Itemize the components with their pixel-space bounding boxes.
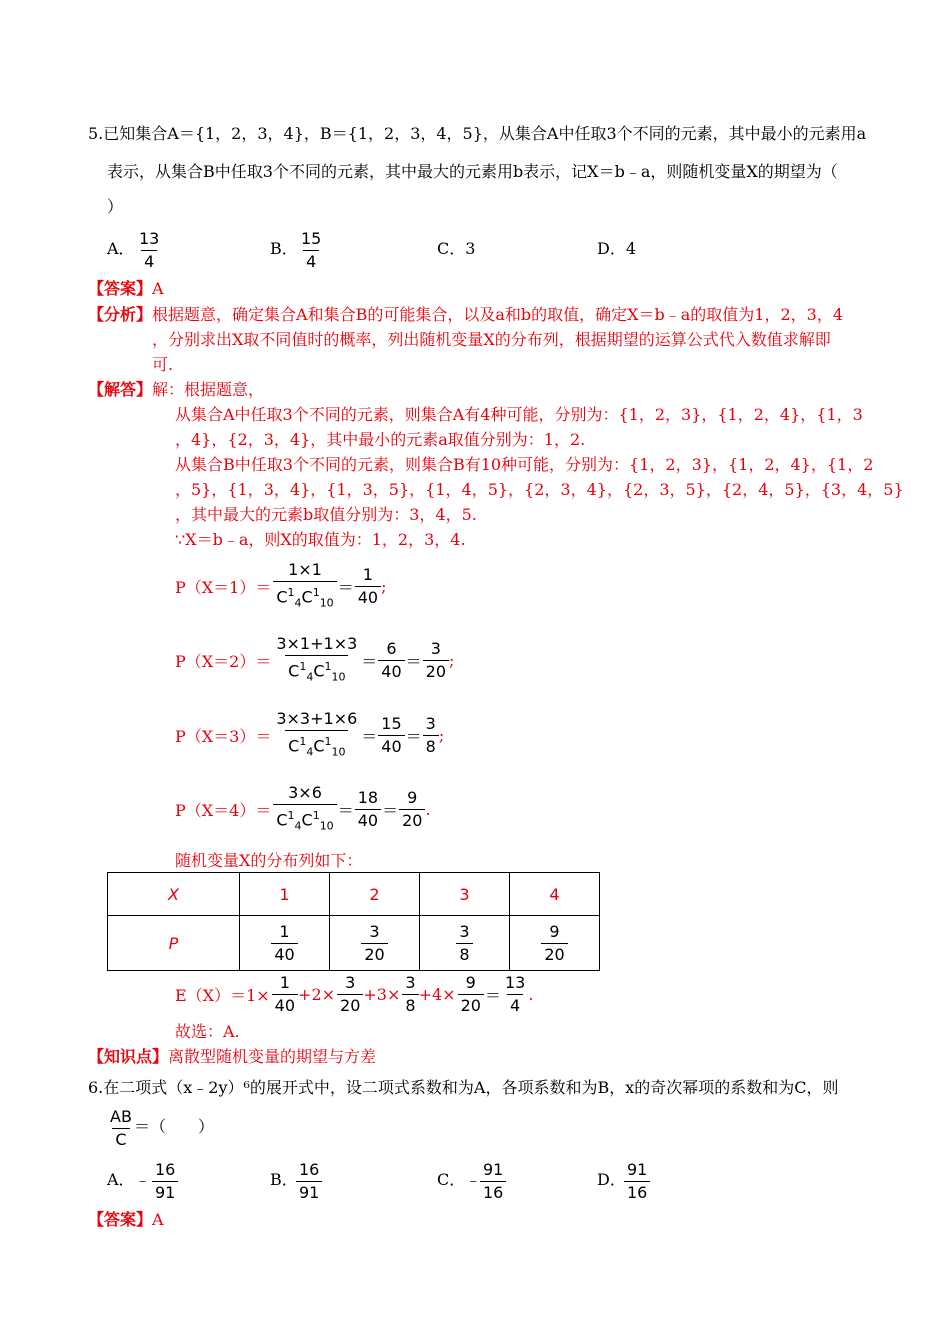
distribution-caption: 随机变量X的分布列如下： — [175, 851, 363, 870]
q6-option-b-label: B． — [270, 1170, 298, 1189]
table-cell: 2 — [330, 873, 420, 916]
q5-stem-line2: 表示，从集合B中任取3个不同的元素，其中最大的元素用b表示，记X＝b﹣a，则随机变量X的期望为（ — [107, 162, 838, 181]
prob-x4-equation: P（X＝4）＝ $\frac{3\times 6}{C^1_4C^1_{10}}$ ＝ $\frac{18}{40}$ ＝ $\frac{9}{20}$ . — [175, 783, 431, 837]
q5-option-b-fraction: $\frac{15}{4}$ — [301, 229, 322, 271]
q6-option-a-fraction: $\frac{16}{91}$ — [152, 1160, 178, 1203]
q5-stem-line3: ） — [107, 197, 124, 216]
q5-option-a-fraction: $\frac{13}{4}$ — [139, 229, 160, 271]
q5-choice: 故选：A. — [175, 1022, 240, 1041]
table-cell: X — [108, 873, 240, 916]
q5-knowledge-point: 【知识点】离散型随机变量的期望与方差 — [88, 1047, 377, 1066]
q6-stem-line1: 6.在二项式（x﹣2y）⁶的展开式中，设二项式系数和为A，各项系数和为B，x的奇次幂项的系数和为C，则 — [88, 1078, 839, 1097]
q6-answer: 【答案】A — [88, 1210, 164, 1229]
q5-solution-line: 从集合B中任取3个不同的元素，则集合B有10种可能，分别为：{1，2，3}，{1，2，4}，{1，2 — [175, 455, 874, 474]
prob-x2-equation: P（X＝2）＝ $\frac{3\times 1+1\times 3}{C^1_4C^1_{10}}$ ＝ $\frac{6}{40}$ ＝ $\frac{3}{20}$ ; — [175, 634, 454, 688]
q5-solution-heading: 【解答】解：根据题意， — [88, 380, 265, 399]
q6-stem-tail: ＝（ ） — [134, 1117, 215, 1136]
table-row — [108, 873, 600, 916]
q5-solution-line: 从集合A中任取3个不同的元素，则集合A有4种可能，分别为：{1，2，3}，{1，2，4}，{1，3 — [175, 405, 863, 424]
prob-x3-equation: P（X＝3）＝ $\frac{3\times 3+1\times 6}{C^1_4C^1_{10}}$ ＝ $\frac{15}{40}$ ＝ $\frac{3}{8}$ ; — [175, 709, 444, 763]
prob-x1-equation: P（X＝1）＝ $\frac{1\times 1}{C^1_4C^1_{10}}$ ＝ $\frac{1}{40}$ ; — [175, 560, 386, 614]
table-cell: $\frac{3}{20}$ — [330, 916, 420, 971]
q6-option-c-label: C．﹣ — [437, 1170, 482, 1189]
q5-stem-line1: 5.已知集合A＝{1，2，3，4}，B＝{1，2，3，4，5}，从集合A中任取3个不同的元素，其中最小的元素用a — [88, 124, 867, 143]
expectation-equation: E（X）＝1× $\frac{1}{40}$ +2× $\frac{3}{20}$ +3× $\frac{3}{8}$ +4× $\frac{9}{20}$ ＝ $\frac{13}{4}$ . — [175, 973, 534, 1015]
distribution-table — [107, 872, 600, 971]
q5-option-c: C．3 — [437, 239, 476, 258]
q6-option-b-fraction: $\frac{16}{91}$ — [296, 1160, 322, 1203]
table-cell: 1 — [240, 873, 330, 916]
q5-analysis-line1: 【分析】根据题意，确定集合A和集合B的可能集合，以及a和b的取值，确定X＝b﹣a的取值为1，2，3，4 — [88, 305, 844, 324]
q5-option-a-label: A． — [107, 239, 135, 258]
q6-option-d-label: D． — [597, 1170, 626, 1189]
table-cell: 4 — [510, 873, 600, 916]
q6-option-a-label: A．﹣ — [107, 1170, 151, 1189]
table-cell: P — [108, 916, 240, 971]
q5-solution-line: ，其中最大的元素b取值分别为：3，4，5. — [175, 505, 477, 524]
q5-option-d: D．4 — [597, 239, 637, 258]
table-cell: 3 — [420, 873, 510, 916]
q5-analysis-line2: ，分别求出X取不同值时的概率，列出随机变量X的分布列，根据期望的运算公式代入数值求解即 — [152, 330, 831, 349]
table-cell: $\frac{9}{20}$ — [510, 916, 600, 971]
q6-option-c-fraction: $\frac{91}{16}$ — [480, 1160, 506, 1203]
q5-solution-line: ，5}，{1，3，4}，{1，3，5}，{1，4，5}，{2，3，4}，{2，3，5}，{2，4，5}，{3，4，5} — [175, 480, 904, 499]
q5-option-b-label: B． — [270, 239, 298, 258]
q5-solution-line: ，4}，{2，3，4}，其中最小的元素a取值分别为：1，2. — [175, 430, 586, 449]
q6-option-d-fraction: $\frac{91}{16}$ — [624, 1160, 650, 1203]
table-row — [108, 916, 600, 971]
q5-analysis-line3: 可. — [152, 355, 174, 374]
q5-answer: 【答案】A — [88, 279, 164, 298]
table-cell: $\frac{1}{40}$ — [240, 916, 330, 971]
q6-fraction-ab-over-c: $\frac{AB}{C}$ — [110, 1107, 132, 1149]
table-cell: $\frac{3}{8}$ — [420, 916, 510, 971]
q5-solution-line: ∵X＝b﹣a，则X的取值为：1，2，3，4. — [175, 530, 466, 549]
